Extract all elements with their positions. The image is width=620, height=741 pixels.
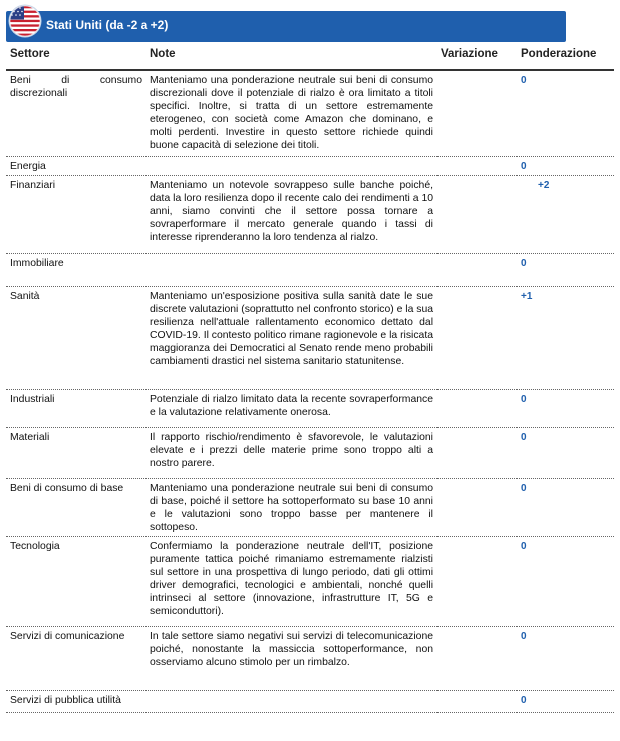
table-row bbox=[6, 536, 614, 626]
weight-value: 0 bbox=[521, 694, 527, 706]
table-row bbox=[6, 478, 614, 536]
sector-change bbox=[437, 175, 517, 253]
sector-weight bbox=[517, 253, 614, 286]
sector-weight bbox=[517, 478, 614, 536]
sector-name: Industriali bbox=[6, 389, 146, 427]
sector-note: Potenziale di rialzo limitato data la recente sovraperformance e la valutazione relativamente onerosa. bbox=[146, 389, 437, 427]
weight-value: 0 bbox=[521, 257, 527, 269]
sector-change bbox=[437, 478, 517, 536]
column-header-weight: Ponderazione bbox=[517, 48, 614, 70]
sector-note: Manteniamo una ponderazione neutrale sui beni di consumo di base, poiché il settore ha sottoperformato su base 10 anni e le valutazioni sono troppo basse per mantenere il sottopeso. bbox=[146, 478, 437, 536]
sector-name: Materiali bbox=[6, 427, 146, 478]
weight-value: 0 bbox=[521, 431, 527, 443]
sector-change bbox=[437, 536, 517, 626]
sector-change bbox=[437, 253, 517, 286]
table-row bbox=[6, 286, 614, 389]
column-header-sector: Settore bbox=[6, 48, 146, 70]
sector-name: Beni di consumo discrezionali bbox=[6, 70, 146, 156]
table-row bbox=[6, 253, 614, 286]
sector-note bbox=[146, 690, 437, 712]
page-title: Stati Uniti (da -2 a +2) bbox=[46, 18, 169, 32]
sector-weight bbox=[517, 690, 614, 712]
table-row bbox=[6, 70, 614, 156]
section-header bbox=[0, 0, 620, 44]
sector-weight bbox=[517, 626, 614, 690]
weight-value: +1 bbox=[521, 290, 533, 302]
column-header-note: Note bbox=[146, 48, 437, 70]
sector-name: Servizi di pubblica utilità bbox=[6, 690, 146, 712]
sector-table bbox=[6, 48, 614, 713]
sector-name: Sanità bbox=[6, 286, 146, 389]
sector-change bbox=[437, 626, 517, 690]
us-flag-icon bbox=[8, 4, 42, 38]
sector-note bbox=[146, 253, 437, 286]
sector-change bbox=[437, 156, 517, 175]
weight-value: 0 bbox=[521, 482, 527, 494]
sector-change bbox=[437, 427, 517, 478]
table-row bbox=[6, 626, 614, 690]
sector-weight bbox=[517, 389, 614, 427]
sector-note: Manteniamo un notevole sovrappeso sulle banche poiché, data la loro resilienza dopo il recente calo dei rendimenti a 10 anni, siamo convinti che il settore possa tornare a sovraperformare il mercato generale quando i tassi di interesse riprenderanno la loro tendenza al rialzo. bbox=[146, 175, 437, 253]
weight-value: 0 bbox=[521, 160, 527, 172]
table-row bbox=[6, 389, 614, 427]
sector-note: Il rapporto rischio/rendimento è sfavorevole, le valutazioni elevate e i prezzi delle materie prime sono troppo alti a nostro parere. bbox=[146, 427, 437, 478]
weight-value: 0 bbox=[521, 75, 527, 86]
sector-weight bbox=[517, 286, 614, 389]
table-row bbox=[6, 175, 614, 253]
sector-name: Energia bbox=[6, 156, 146, 175]
table-row bbox=[6, 690, 614, 712]
sector-note: Manteniamo una ponderazione neutrale sui beni di consumo discrezionali dove il potenziale di rialzo è ora limitato a titoli specifici. Inoltre, si tratta di un settore estremamente eterogeneo, con società come Amazon che dominano, e molti perdenti. Investire in questo settore richiede quindi buone capacità di selezione dei titoli. bbox=[146, 70, 437, 156]
sector-change bbox=[437, 690, 517, 712]
sector-change bbox=[437, 70, 517, 156]
sector-name: Beni di consumo di base bbox=[6, 478, 146, 536]
table-row bbox=[6, 427, 614, 478]
weight-value: 0 bbox=[521, 630, 527, 642]
weight-value: +2 bbox=[538, 179, 550, 191]
weight-value: 0 bbox=[521, 393, 527, 405]
table-header-row bbox=[6, 48, 614, 70]
sector-name: Finanziari bbox=[6, 175, 146, 253]
sector-name: Servizi di comunicazione bbox=[6, 626, 146, 690]
sector-weight bbox=[517, 536, 614, 626]
sector-note: Confermiamo la ponderazione neutrale dell'IT, posizione puramente tattica poiché rimaniamo estremamente rialzisti sul settore in una prospettiva di lungo periodo, dati gli ottimi driver demografici, tecnologici e ambientali, nonché quelli intrinseci al settore (innovazione, infrastrutture IT, 5G e semiconduttori). bbox=[146, 536, 437, 626]
sector-weight bbox=[517, 427, 614, 478]
sector-note: In tale settore siamo negativi sui servizi di telecomunicazione poiché, nonostante la massiccia sottoperformance, non osserviamo alcuno stimolo per un rimbalzo. bbox=[146, 626, 437, 690]
sector-weight bbox=[517, 175, 614, 253]
sector-change bbox=[437, 286, 517, 389]
sector-name: Tecnologia bbox=[6, 536, 146, 626]
table-row bbox=[6, 156, 614, 175]
column-header-change: Variazione bbox=[437, 48, 517, 70]
sector-weight bbox=[517, 156, 614, 175]
sector-note: Manteniamo un'esposizione positiva sulla sanità date le sue discrete valutazioni (soprattutto nel confronto storico) e la sua resilienza nell'attuale rallentamento economico dettato dal COVID-19. Il contesto politico rimane ragionevole e la risicata maggioranza dei Democratici al Senato rende meno probabili cambiamenti drastici nel sistema sanitario statunitense. bbox=[146, 286, 437, 389]
sector-name: Immobiliare bbox=[6, 253, 146, 286]
sector-weight bbox=[517, 70, 614, 156]
sector-note bbox=[146, 156, 437, 175]
sector-change bbox=[437, 389, 517, 427]
weight-value: 0 bbox=[521, 540, 527, 552]
